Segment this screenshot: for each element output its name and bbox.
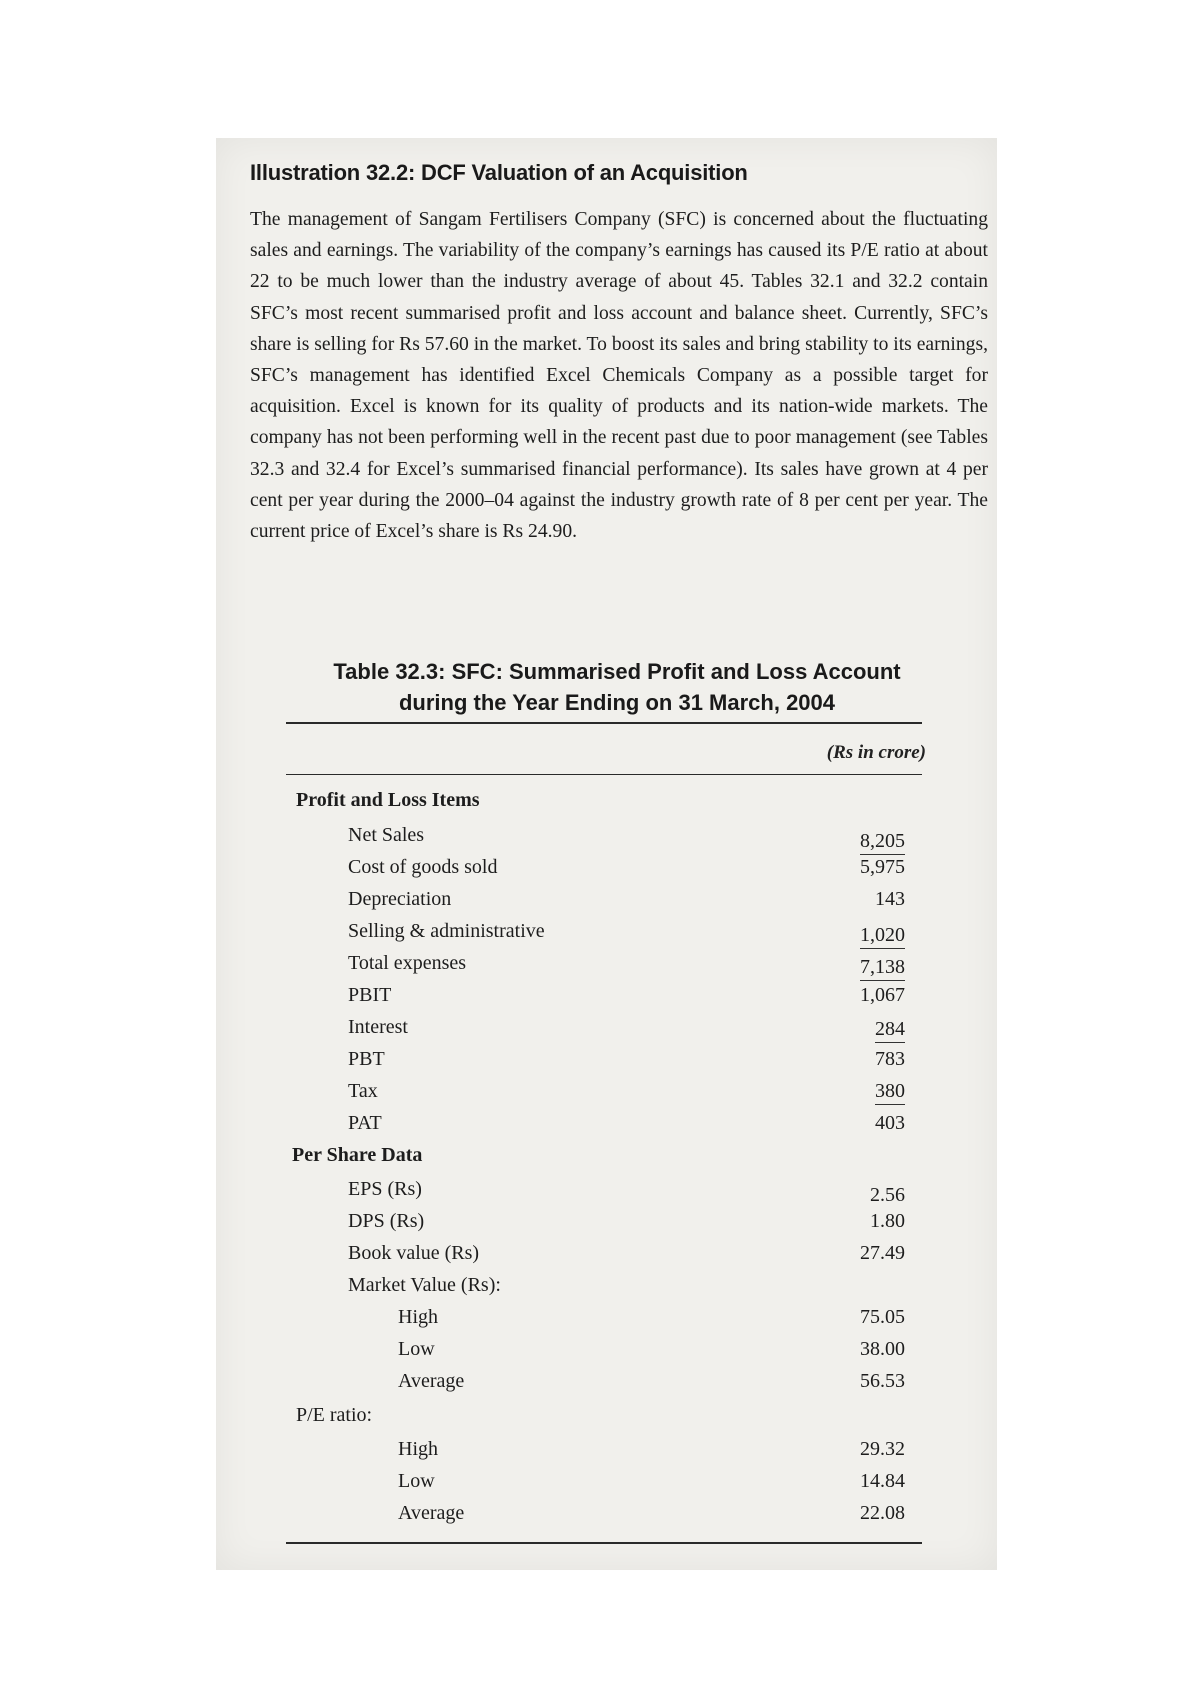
row-value: 1.80 [870, 1210, 905, 1232]
row-label: DPS (Rs) [348, 1210, 425, 1232]
table-row-pe-average [0, 1502, 1200, 1532]
row-value: 1,020 [860, 924, 905, 949]
row-label: Depreciation [348, 888, 452, 910]
section-heading-profit-loss [0, 789, 1200, 819]
illustration-title: Illustration 32.2: DCF Valuation of an Acquisition [250, 160, 748, 185]
row-label: Tax [348, 1080, 378, 1102]
section-heading-per-share [0, 1144, 1200, 1174]
row-label: PBT [348, 1048, 385, 1070]
row-label: Average [398, 1502, 465, 1524]
table-title-line-2: during the Year Ending on 31 March, 2004 [398, 690, 836, 715]
table-row-eps [0, 1178, 1200, 1208]
row-value: 75.05 [860, 1306, 905, 1328]
row-value: 380 [875, 1080, 905, 1105]
row-label: Total expenses [348, 952, 467, 974]
row-label: Average [398, 1370, 465, 1392]
table-row-depreciation [0, 888, 1200, 918]
row-label: PAT [348, 1112, 382, 1134]
row-value: 1,067 [860, 984, 905, 1006]
row-value: 56.53 [860, 1370, 905, 1392]
row-value: 143 [875, 888, 905, 910]
table-title [266, 656, 968, 718]
table-bottom-rule [286, 1542, 922, 1544]
row-value: 5,975 [860, 856, 905, 878]
row-label: Selling & administrative [348, 920, 545, 942]
table-row-cogs [0, 856, 1200, 886]
table-row-book-value [0, 1242, 1200, 1272]
table-row-interest [0, 1016, 1200, 1046]
table-row-tax [0, 1080, 1200, 1110]
table-row-total-expenses [0, 952, 1200, 982]
table-row-pbt [0, 1048, 1200, 1078]
row-label: Book value (Rs) [348, 1242, 480, 1264]
row-label: Profit and Loss Items [296, 789, 480, 811]
table-row-market-high [0, 1306, 1200, 1336]
row-label: EPS (Rs) [348, 1178, 422, 1200]
row-label: High [398, 1438, 438, 1460]
row-label: Per Share Data [292, 1144, 423, 1166]
row-label: High [398, 1306, 438, 1328]
row-value: 7,138 [860, 956, 905, 981]
table-row-pe-low [0, 1470, 1200, 1500]
row-value: 284 [875, 1018, 905, 1043]
row-value: 783 [875, 1048, 905, 1070]
row-label: P/E ratio: [296, 1404, 373, 1426]
row-value: 22.08 [860, 1502, 905, 1524]
row-value: 38.00 [860, 1338, 905, 1360]
row-label: Low [398, 1338, 435, 1360]
row-label: Interest [348, 1016, 408, 1038]
table-row-market-low [0, 1338, 1200, 1368]
row-label: Low [398, 1470, 435, 1492]
table-top-rule [286, 722, 922, 724]
table-row-dps [0, 1210, 1200, 1240]
row-value: 27.49 [860, 1242, 905, 1264]
table-title-line-1: Table 32.3: SFC: Summarised Profit and Loss Account [333, 659, 901, 684]
table-header-rule [286, 774, 922, 775]
row-value: 8,205 [860, 830, 905, 855]
row-value: 29.32 [860, 1438, 905, 1460]
table-row-pat [0, 1112, 1200, 1142]
table-row-pe-ratio [0, 1404, 1200, 1434]
table-row-pbit [0, 984, 1200, 1014]
table-row-selling-admin [0, 920, 1200, 950]
table-unit-label: (Rs in crore) [826, 742, 926, 763]
table-row-market-value [0, 1274, 1200, 1304]
row-label: Net Sales [348, 824, 425, 846]
row-value: 2.56 [870, 1184, 905, 1206]
table-row-net-sales [0, 824, 1200, 854]
row-label: Market Value (Rs): [348, 1274, 501, 1296]
row-value: 14.84 [860, 1470, 905, 1492]
row-label: Cost of goods sold [348, 856, 498, 878]
intro-paragraph: The management of Sangam Fertilisers Company (SFC) is concerned about the fluctuating sales and earnings. The variability of the company’s earnings has caused its P/E ratio at about 22 to be much lower than the industry average of about 45. Tables 32.1 and 32.2 contain SFC’s most recent summarised profit and loss account and balance sheet. Currently, SFC’s share is selling for Rs 57.60 in the market. To boost its sales and bring stability to its earnings, SFC’s management has identified Excel Chemicals Company as a possible target for acquisition. Excel is known for its quality of products and its nation-wide markets. The company has not been performing well in the recent past due to poor management (see Tables 32.3 and 32.4 for Excel’s summarised financial performance). Its sales have grown at 4 per cent per year during the 2000–04 against the industry growth rate of 8 per cent per year. The current price of Excel’s share is Rs 24.90. [250, 209, 988, 543]
row-label: PBIT [348, 984, 392, 1006]
table-row-market-average [0, 1370, 1200, 1400]
row-value: 403 [875, 1112, 905, 1134]
table-row-pe-high [0, 1438, 1200, 1468]
